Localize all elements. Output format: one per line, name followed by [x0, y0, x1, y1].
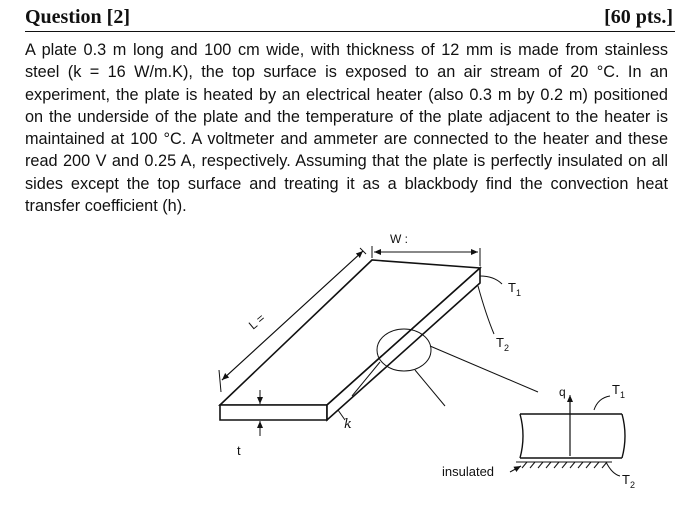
- plate-top-face: [220, 260, 480, 405]
- detail-t2-label: $T_2$: [622, 472, 635, 490]
- question-text: A plate 0.3 m long and 100 cm wide, with thickness of 12 mm is made from stainless steel (k = 16 W/m.K), the top surface is exposed to an air stream of 20 °C. In an experiment, the plate is heated by an electrical heater (also 0.3 m by 0.2 m) positioned on the underside of the plate and the temperature of the plate adjacent to the heater is maintained at 100 °C. A voltmeter and ammeter are connected to the heater and these read 200 V and 0.25 A, respectively. Assuming that the plate is perfectly insulated on all sides except the top surface and treating it as a blackbody find the convection heat transfer coefficient (h).: [25, 41, 668, 216]
- q-label: q: [559, 385, 566, 399]
- t1-pointer: [480, 276, 502, 284]
- t2-pointer: [478, 286, 494, 334]
- k-label: k: [344, 417, 352, 432]
- t1-label: $T_1$: [508, 280, 521, 298]
- question-points: [60 pts.]: [604, 6, 673, 28]
- detail-section: [510, 395, 625, 476]
- question-title: Question [2]: [25, 6, 130, 28]
- insulated-label: insulated: [442, 464, 495, 479]
- detail-t1-label: $T_1$: [612, 382, 625, 400]
- t2-label: $T_2$: [496, 335, 509, 353]
- width-label: W :: [390, 232, 408, 246]
- plate-front-face: [220, 405, 327, 420]
- plate: [220, 260, 480, 420]
- length-label: L =: [245, 310, 268, 333]
- thickness-label: t: [237, 443, 241, 458]
